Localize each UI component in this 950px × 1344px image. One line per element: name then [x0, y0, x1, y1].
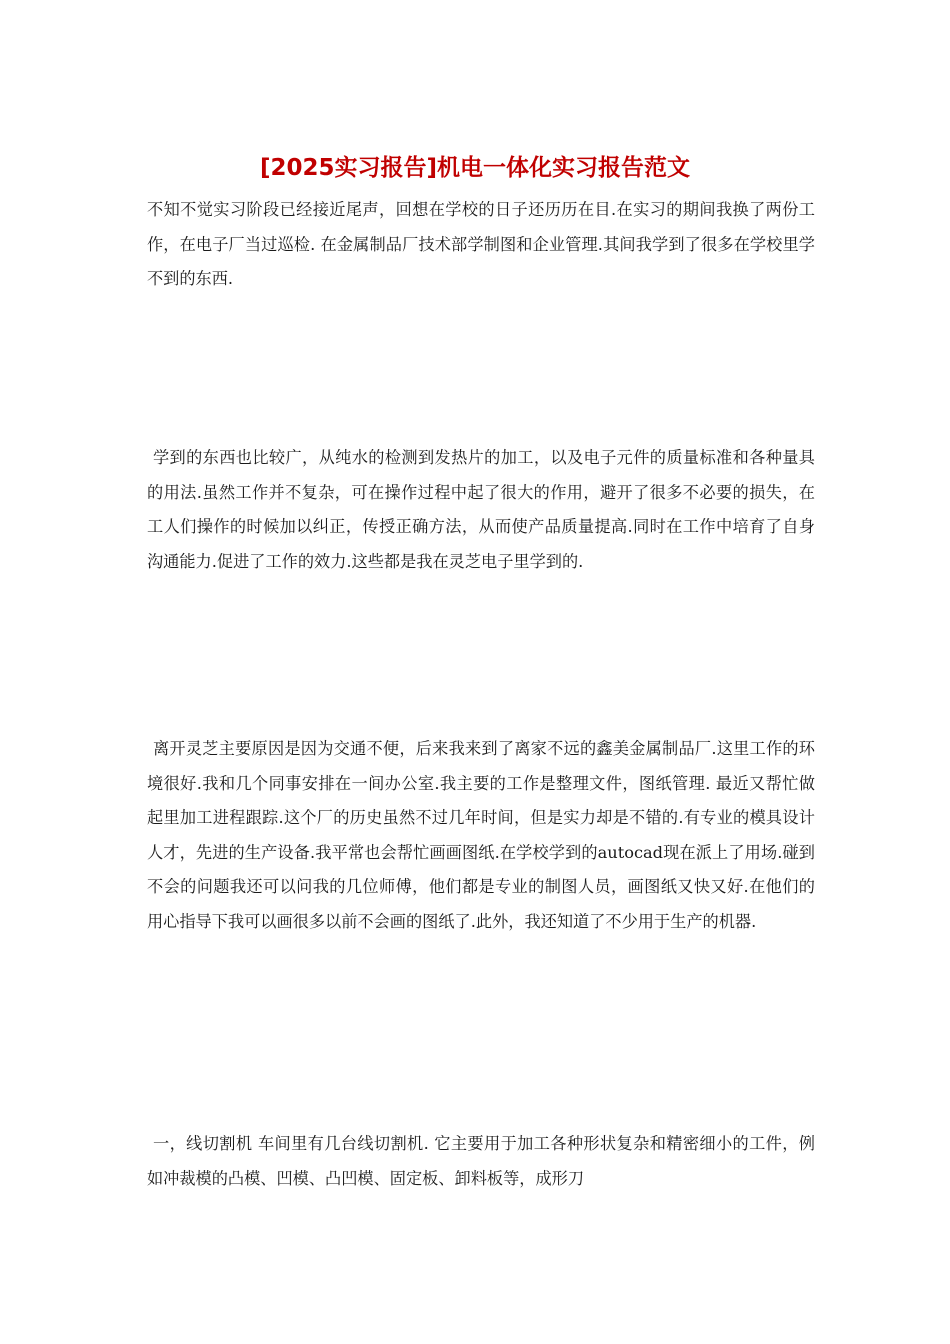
paragraph-learning: 学到的东西也比较广，从纯水的检测到发热片的加工，以及电子元件的质量标准和各种量具的用法.虽然工作并不复杂，可在操作过程中起了很大的作用，避开了很多不必要的损失，在工人们操作的时候加以纠正，传授正确方法，从而使产品质量提高.同时在工作中培育了自身沟通能力.促进了工作的效力.这些都是我在灵芝电子里学到的. — [147, 448, 815, 571]
paragraph-new-job: 离开灵芝主要原因是因为交通不便，后来我来到了离家不远的鑫美金属制品厂.这里工作的环境很好.我和几个同事安排在一间办公室.我主要的工作是整理文件，图纸管理. 最近又帮忙做起里加工进程跟踪.这个厂的历史虽然不过几年时间，但是实力却是不错的.有专业的模具设计人才，先进的生产设备.我平常也会帮忙画画图纸.在学校学到的autocad现在派上了用场.碰到不会的问题我还可以问我的几位师傅，他们都是专业的制图人员，画图纸又快又好.在他们的用心指导下我可以画很多以前不会画的图纸了.此外，我还知道了不少用于生产的机器. — [147, 739, 815, 931]
document-title: [2025实习报告]机电一体化实习报告范文 — [259, 155, 691, 181]
paragraph-intro: 不知不觉实习阶段已经接近尾声，回想在学校的日子还历历在目.在实习的期间我换了两份工作，在电子厂当过巡检. 在金属制品厂技术部学制图和企业管理.其间我学到了很多在学校里学不到的东西. — [147, 200, 815, 288]
paragraph-wire-cutting: 一，线切割机 车间里有几台线切割机. 它主要用于加工各种形状复杂和精密细小的工件，例如冲裁模的凸模、凹模、凸凹模、固定板、卸料板等，成形刀 — [147, 1134, 815, 1188]
